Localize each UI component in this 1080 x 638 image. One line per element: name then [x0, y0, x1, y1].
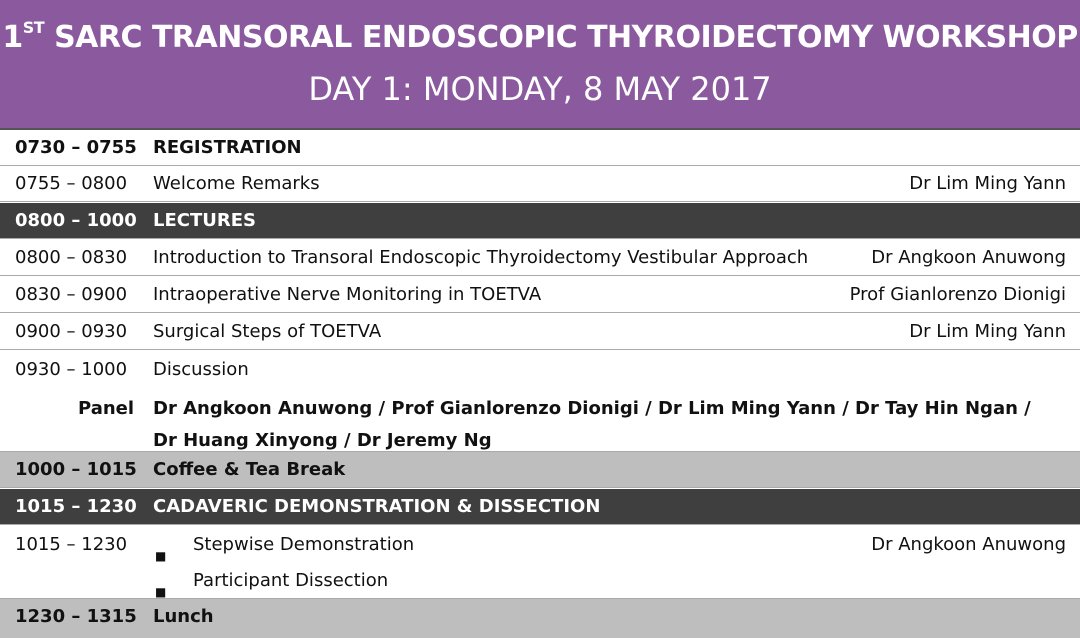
row-time: 0755 – 0800 [15, 173, 128, 194]
section-cadaveric [0, 489, 1080, 525]
row-topic: Lunch [153, 606, 214, 627]
bullet-item-demonstration: Stepwise Demonstration [193, 534, 415, 555]
row-topic: Introduction to Transoral Endoscopic Thyroidectomy Vestibular Approach [153, 247, 809, 268]
row-time: 0730 – 0755 [15, 137, 137, 158]
row-registration [0, 130, 1080, 166]
title-text: SARC TRANSORAL ENDOSCOPIC THYROIDECTOMY WORKSHOP [44, 20, 1078, 55]
section-time: 0800 – 1000 [15, 210, 137, 231]
bullet-item-dissection: Participant Dissection [193, 570, 389, 591]
row-discussion [0, 351, 1080, 452]
panel-members-line2: Dr Huang Xinyong / Dr Jeremy Ng [153, 430, 492, 451]
row-speaker: Dr Angkoon Anuwong [871, 534, 1066, 555]
panel-members-line1: Dr Angkoon Anuwong / Prof Gianlorenzo Dionigi / Dr Lim Ming Yann / Dr Tay Hin Ngan / [153, 398, 1031, 419]
row-speaker: Prof Gianlorenzo Dionigi [849, 284, 1066, 305]
row-topic: Welcome Remarks [153, 173, 320, 194]
panel-label: Panel [78, 398, 135, 419]
row-speaker: Dr Angkoon Anuwong [871, 247, 1066, 268]
row-welcome [0, 166, 1080, 202]
title-number: 1 [2, 20, 23, 55]
section-title: LECTURES [153, 210, 256, 231]
row-demonstration [0, 526, 1080, 599]
row-topic: Coffee & Tea Break [153, 459, 346, 480]
row-surgical-steps [0, 314, 1080, 350]
bullet-icon: ■ [155, 549, 167, 563]
section-lectures [0, 203, 1080, 239]
bullet-icon: ■ [155, 585, 167, 599]
row-speaker: Dr Lim Ming Yann [909, 321, 1066, 342]
row-time: 0830 – 0900 [15, 284, 128, 305]
row-time: 1015 – 1230 [15, 534, 128, 555]
row-speaker: Dr Lim Ming Yann [909, 173, 1066, 194]
title-superscript: ST [22, 18, 45, 37]
page-subtitle: DAY 1: MONDAY, 8 MAY 2017 [308, 70, 772, 108]
row-topic: Discussion [153, 359, 249, 380]
row-time: 0800 – 0830 [15, 247, 128, 268]
row-intro [0, 240, 1080, 276]
row-nerve-monitoring [0, 277, 1080, 313]
row-time: 0930 – 1000 [15, 359, 128, 380]
row-time: 0900 – 0930 [15, 321, 128, 342]
row-topic: Intraoperative Nerve Monitoring in TOETVA [153, 284, 542, 305]
row-lunch [0, 599, 1080, 638]
header-banner [0, 0, 1080, 128]
row-topic: REGISTRATION [153, 137, 302, 158]
row-coffee-break [0, 452, 1080, 488]
row-time: 1000 – 1015 [15, 459, 137, 480]
row-time: 1230 – 1315 [15, 606, 137, 627]
row-topic: Surgical Steps of TOETVA [153, 321, 382, 342]
section-time: 1015 – 1230 [15, 496, 137, 517]
section-title: CADAVERIC DEMONSTRATION & DISSECTION [153, 496, 601, 517]
page-title [0, 18, 1080, 55]
